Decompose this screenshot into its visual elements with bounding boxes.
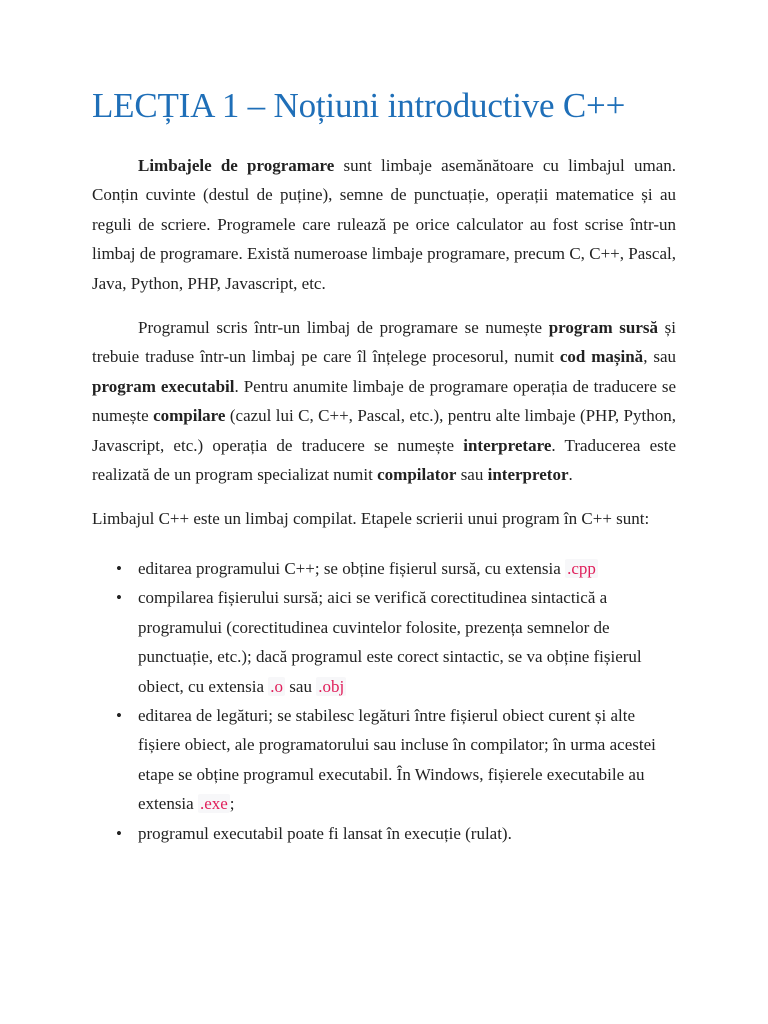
lesson-title: LECȚIA 1 – Noțiuni introductive C++ bbox=[92, 86, 626, 125]
bullet-icon: • bbox=[116, 558, 122, 578]
list-item bbox=[92, 554, 676, 583]
file-extension-code: .o bbox=[270, 676, 284, 696]
paragraph-text: sau bbox=[456, 465, 488, 485]
bold-term: compilare bbox=[153, 406, 226, 426]
bold-term: program sursă bbox=[548, 318, 659, 338]
list-item-text: editarea programului C++; se obține fișierul sursă, cu extensia bbox=[138, 558, 566, 578]
document-page bbox=[92, 84, 676, 848]
paragraph-text: sunt limbaje asemănătoare cu limbajul uman. Conțin cuvinte (destul de puține), semne de punctuație, operații matematice și au reguli de scriere. Programele care rulează pe orice calculator au fost scrise într-un limbaj de programare. Există numeroase limbaje programare, precum C, C++, Pascal, Java, Python, PHP, Javascript, etc. bbox=[92, 156, 676, 293]
file-extension-code: .cpp bbox=[567, 558, 596, 578]
bold-term: cod mașină bbox=[559, 347, 644, 367]
paragraph-source-program bbox=[92, 313, 676, 489]
list-item bbox=[92, 819, 676, 848]
paragraph-text: și trebuie traduse într-un limbaj pe care îl înțelege procesorul, numit bbox=[92, 318, 677, 367]
paragraph-text: . Traducerea este realizată de un program specializat numit bbox=[92, 435, 677, 485]
list-item bbox=[92, 701, 676, 819]
bullet-icon: • bbox=[116, 823, 122, 843]
paragraph-intro bbox=[92, 151, 676, 298]
bold-term: compilator bbox=[377, 465, 457, 485]
file-extension-code: .exe bbox=[199, 794, 228, 814]
bold-term: Limbajele de programare bbox=[138, 156, 335, 175]
bullet-icon: • bbox=[116, 588, 122, 608]
file-extension-code: .obj bbox=[318, 676, 345, 696]
paragraph-stages-intro: Limbajul C++ este un limbaj compilat. Etapele scrierii unui program în C++ sunt: bbox=[92, 509, 650, 529]
list-item-text: compilarea fișierului sursă; aici se verifică corectitudinea sintactică a programului (corectitudinea cuvintelor folosite, prezența semnelor de punctuație, etc.); dacă programul este corect sintactic, se va obține fișierul obiect, cu extensia bbox=[138, 588, 642, 696]
paragraph-text: . bbox=[568, 465, 573, 485]
bullet-icon: • bbox=[116, 705, 122, 725]
bold-term: interpretare bbox=[463, 435, 552, 455]
paragraph-text: , sau bbox=[643, 347, 676, 367]
list-item bbox=[92, 583, 676, 701]
list-item-text: sau bbox=[285, 676, 317, 696]
paragraph-text: (cazul lui C, C++, Pascal, etc.), pentru alte limbaje (PHP, Python, Javascript, etc.) operația de traducere se numește bbox=[92, 406, 676, 455]
paragraph-text: Programul scris într-un limbaj de programare se numește bbox=[138, 318, 549, 338]
list-item-text: ; bbox=[229, 794, 235, 814]
list-item-text: editarea de legături; se stabilesc legături între fișierul obiect curent și alte fișiere obiect, ale programatorului sau incluse în compilator; în urma acestei etape se obține programul executabil. În Windows, fișierele executabile au extensia bbox=[138, 705, 656, 814]
bold-term: program executabil bbox=[92, 376, 235, 396]
stages-list bbox=[92, 554, 676, 848]
bold-term: interpretor bbox=[487, 465, 569, 485]
list-item-text: programul executabil poate fi lansat în execuție (rulat). bbox=[138, 823, 512, 843]
paragraph-text: . Pentru anumite limbaje de programare operația de traducere se numește bbox=[92, 376, 676, 426]
